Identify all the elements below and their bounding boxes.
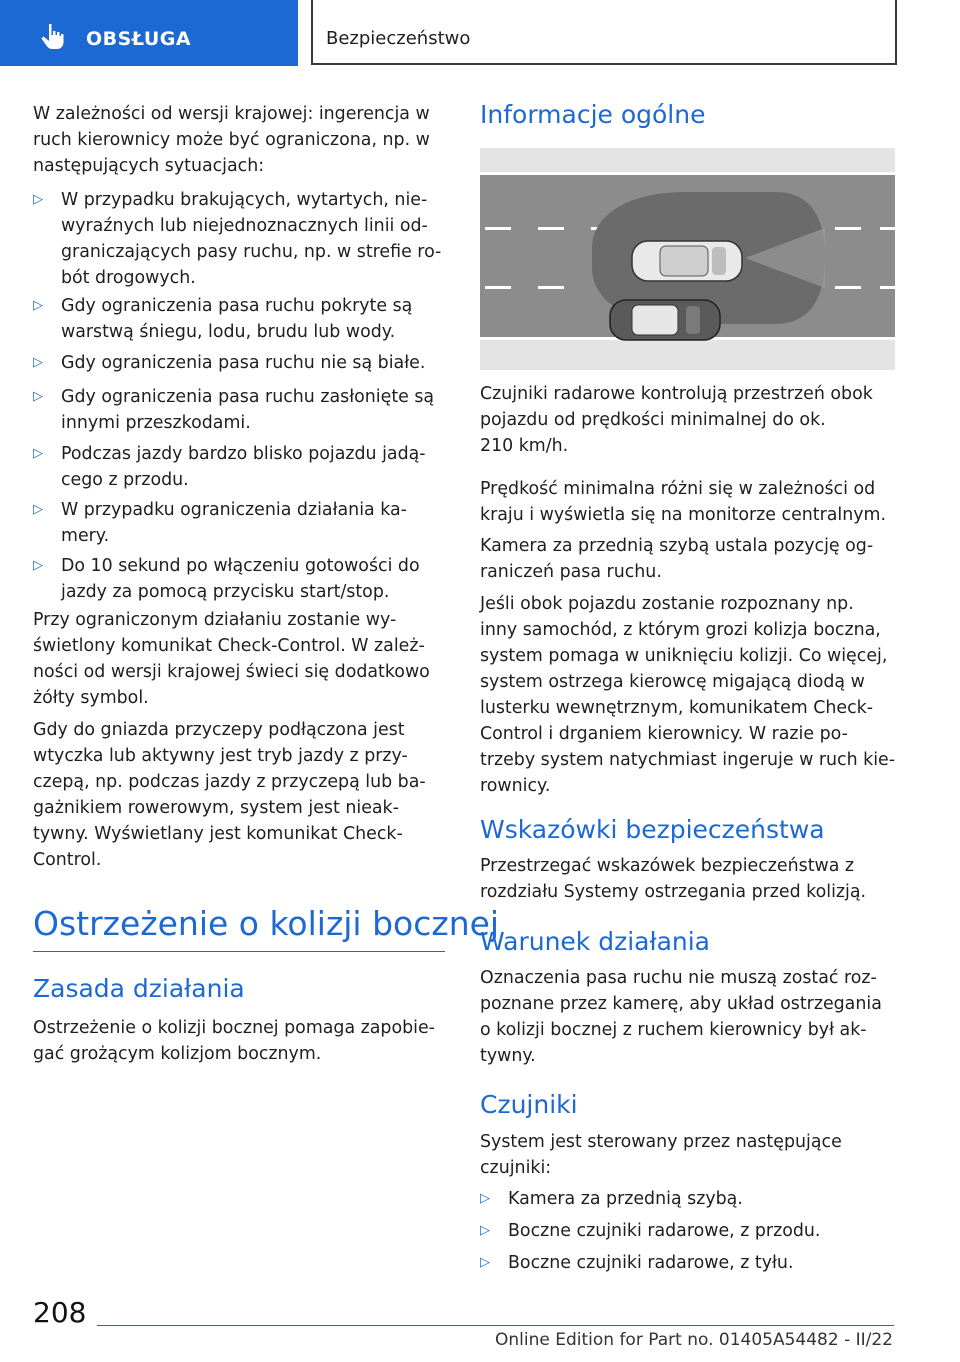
chapter-tab: [0, 0, 298, 66]
list-item-text: cego z przodu.: [61, 470, 189, 490]
bullet-triangle-icon: ▷: [33, 558, 43, 573]
paragraph-line: raniczeń pasa ruchu.: [480, 562, 662, 582]
list-item-text: Gdy ograniczenia pasa ruchu zasłonięte są: [61, 387, 435, 407]
own-vehicle: [632, 241, 742, 281]
list-item: [33, 553, 445, 605]
heading-rule: [33, 951, 445, 952]
list-item-text: Boczne czujniki radarowe, z przodu.: [508, 1221, 821, 1241]
section-box: [311, 0, 897, 65]
bullet-triangle-icon: ▷: [480, 1191, 490, 1206]
list-item-text: graniczających pasy ruchu, np. w strefie ro-: [61, 242, 442, 262]
paragraph-line: czepą, np. podczas jazdy z przyczepą lub ba-: [33, 772, 426, 792]
paragraph-line: Czujniki radarowe kontrolują przestrzeń obok: [480, 384, 873, 404]
paragraph-line: żółty symbol.: [33, 688, 149, 708]
paragraph-line: trzeby system natychmiast ingeruje w ruch kie-: [480, 750, 895, 770]
paragraph-line: gać grożącym kolizjom bocznym.: [33, 1044, 322, 1064]
bullet-triangle-icon: ▷: [33, 446, 43, 461]
paragraph-line: 210 km/h.: [480, 436, 569, 456]
list-item: [33, 350, 445, 376]
paragraph-line: Control.: [33, 850, 102, 870]
list-item: [480, 1218, 893, 1244]
list-item-text: innymi przeszkodami.: [61, 413, 251, 433]
paragraph-line: gażnikiem rowerowym, system jest nieak-: [33, 798, 399, 818]
list-item: [480, 1186, 893, 1212]
paragraph-line: świetlony komunikat Check-Control. W zależ-: [33, 636, 425, 656]
paragraph-line: pojazdu od prędkości minimalnej do ok.: [480, 410, 826, 430]
subsection-heading: Wskazówki bezpieczeństwa: [480, 815, 825, 844]
subsection-heading: Czujniki: [480, 1090, 578, 1119]
list-item-text: wyraźnych lub niejednoznacznych linii od-: [61, 216, 428, 236]
list-item-text: Podczas jazdy bardzo blisko pojazdu jadą-: [61, 444, 426, 464]
section-label: Bezpieczeństwo: [326, 28, 471, 49]
list-item: [33, 187, 445, 291]
paragraph-line: czujniki:: [480, 1158, 552, 1178]
paragraph-line: lusterku wewnętrznym, komunikatem Check-: [480, 698, 874, 718]
bullet-triangle-icon: ▷: [480, 1223, 490, 1238]
paragraph-line: ności od wersji krajowej świeci się dodatkowo: [33, 662, 430, 682]
paragraph-line: Oznaczenia pasa ruchu nie muszą zostać roz-: [480, 968, 877, 988]
paragraph-line: rozdziału Systemy ostrzegania przed kolizją.: [480, 882, 867, 902]
subsection-heading: Warunek działania: [480, 927, 711, 956]
paragraph-line: tywny.: [480, 1046, 536, 1066]
intro-line: ruch kierownicy może być ograniczona, np. w: [33, 130, 430, 150]
bullet-triangle-icon: ▷: [33, 502, 43, 517]
edition-note: Online Edition for Part no. 01405A54482 - II/22: [494, 1330, 893, 1350]
list-item-text: jazdy za pomocą przycisku start/stop.: [61, 582, 390, 602]
list-item-text: Boczne czujniki radarowe, z tyłu.: [508, 1253, 794, 1273]
footer-rule: [97, 1325, 894, 1326]
bullet-triangle-icon: ▷: [33, 298, 43, 313]
paragraph-line: tywny. Wyświetlany jest komunikat Check-: [33, 824, 403, 844]
list-item: [33, 497, 445, 549]
paragraph-line: Prędkość minimalna różni się w zależności od: [480, 479, 876, 499]
bullet-triangle-icon: ▷: [33, 192, 43, 207]
paragraph-line: inny samochód, z którym grozi kolizja boczna,: [480, 620, 881, 640]
list-item: [480, 1250, 893, 1276]
paragraph-line: o kolizji bocznej z ruchem kierownicy był ak-: [480, 1020, 867, 1040]
paragraph-line: system pomaga w uniknięciu kolizji. Co więcej,: [480, 646, 888, 666]
road-edge-line: [480, 172, 895, 175]
list-item: [33, 293, 445, 345]
list-item-text: warstwą śniegu, lodu, brudu lub wody.: [61, 322, 396, 342]
list-item-text: Kamera za przednią szybą.: [508, 1189, 743, 1209]
chapter-label: OBSŁUGA: [86, 28, 192, 50]
subsection-heading: Zasada działania: [33, 974, 245, 1003]
bullet-triangle-icon: ▷: [33, 389, 43, 404]
bullet-triangle-icon: ▷: [33, 355, 43, 370]
hand-pointer-icon: [40, 22, 66, 50]
paragraph-line: rownicy.: [480, 776, 551, 796]
bullet-triangle-icon: ▷: [480, 1255, 490, 1270]
side-collision-illustration: [480, 148, 895, 370]
adjacent-vehicle: [610, 300, 720, 340]
paragraph-line: kraju i wyświetla się na monitorze centralnym.: [480, 505, 887, 525]
paragraph-line: Control i drganiem kierownicy. W razie po-: [480, 724, 848, 744]
list-item-text: Gdy ograniczenia pasa ruchu pokryte są: [61, 296, 413, 316]
list-item-text: W przypadku brakujących, wytartych, nie-: [61, 190, 428, 210]
list-item: [33, 441, 445, 493]
paragraph-line: Jeśli obok pojazdu zostanie rozpoznany np.: [480, 594, 854, 614]
intro-line: następujących sytuacjach:: [33, 156, 265, 176]
paragraph-line: system ostrzega kierowcę migającą diodą w: [480, 672, 865, 692]
road-diagram: [480, 148, 895, 370]
paragraph-line: poznane przez kamerę, aby układ ostrzegania: [480, 994, 882, 1014]
list-item-text: bót drogowych.: [61, 268, 196, 288]
list-item-text: Do 10 sekund po włączeniu gotowości do: [61, 556, 420, 576]
page-number: 208: [33, 1296, 87, 1329]
section-heading: Ostrzeżenie o kolizji bocznej: [33, 904, 500, 943]
paragraph-line: wtyczka lub aktywny jest tryb jazdy z przy-: [33, 746, 408, 766]
paragraph-line: Kamera za przednią szybą ustala pozycję og-: [480, 536, 874, 556]
subsection-heading: Informacje ogólne: [480, 100, 706, 129]
intro-line: W zależności od wersji krajowej: ingerencja w: [33, 104, 430, 124]
paragraph-line: Ostrzeżenie o kolizji bocznej pomaga zapobie-: [33, 1018, 435, 1038]
paragraph-line: Przy ograniczonym działaniu zostanie wy-: [33, 610, 397, 630]
paragraph-line: Przestrzegać wskazówek bezpieczeństwa z: [480, 856, 855, 876]
list-item: [33, 384, 445, 436]
paragraph-line: Gdy do gniazda przyczepy podłączona jest: [33, 720, 405, 740]
list-item-text: Gdy ograniczenia pasa ruchu nie są białe.: [61, 353, 426, 373]
paragraph-line: System jest sterowany przez następujące: [480, 1132, 842, 1152]
list-item-text: mery.: [61, 526, 110, 546]
list-item-text: W przypadku ograniczenia działania ka-: [61, 500, 407, 520]
